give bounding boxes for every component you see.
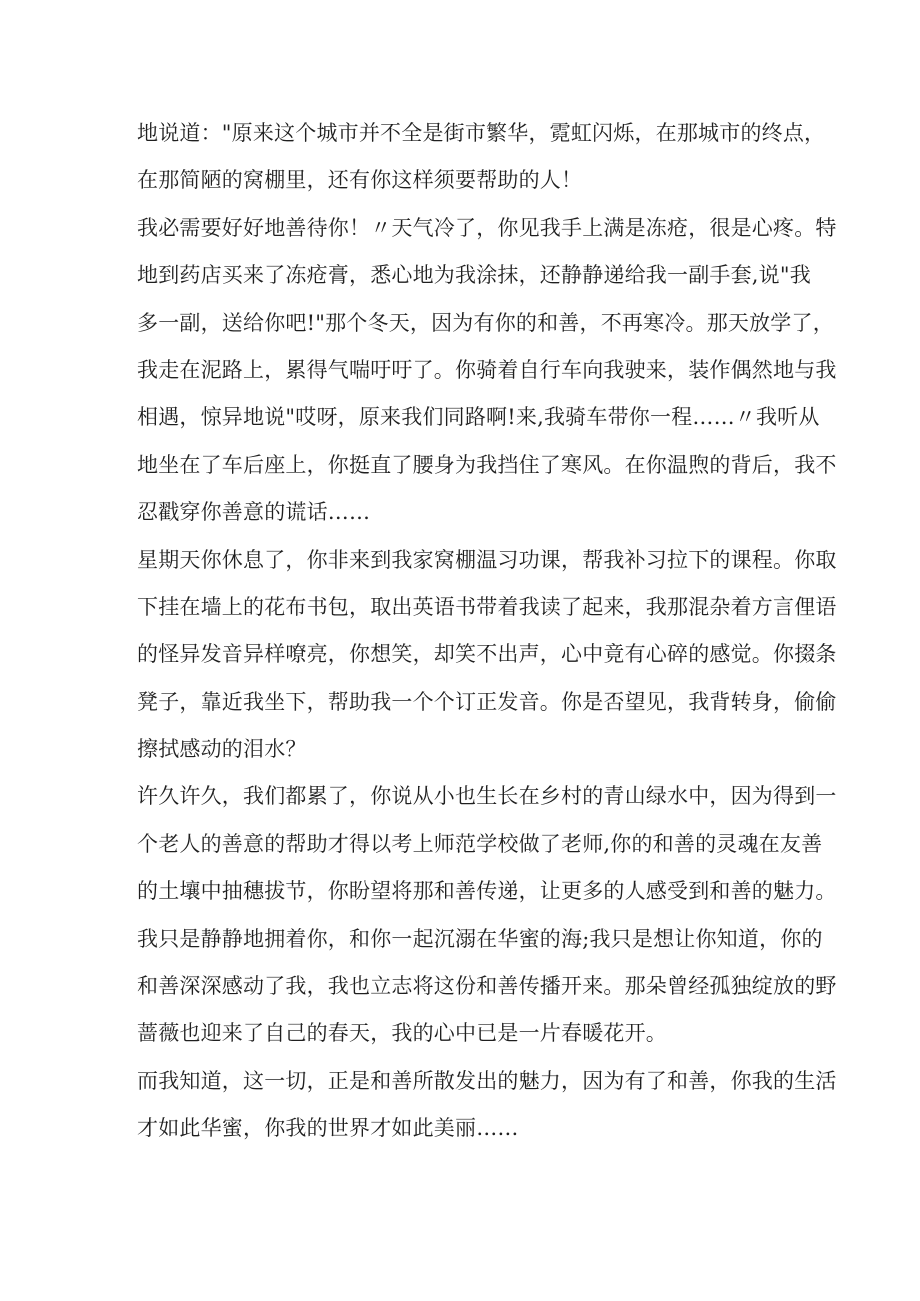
text-line: 的土壤中抽穗拔节，你盼望将那和善传递，让更多的人感受到和善的魅力。 <box>137 879 837 904</box>
text-line: 的怪异发音异样嘹亮，你想笑，却笑不出声，心中竟有心碎的感觉。你掇条 <box>137 642 837 667</box>
text-line: 蔷薇也迎来了自己的春天，我的心中已是一片春暖花开。 <box>137 1021 667 1046</box>
text-line: 星期天你休息了，你非来到我家窝棚温习功课，帮我补习拉下的课程。你取 <box>137 547 837 572</box>
text-line: 许久许久，我们都累了，你说从小也生长在乡村的青山绿水中，因为得到一 <box>137 784 837 809</box>
text-line: 而我知道，这一切，正是和善所散发出的魅力，因为有了和善，你我的生活 <box>137 1068 837 1093</box>
text-line: 和善深深感动了我，我也立志将这份和善传播开来。那朵曾经孤独绽放的野 <box>137 974 837 999</box>
text-line: 个老人的善意的帮助才得以考上师范学校做了老师,你的和善的灵魂在友善 <box>137 831 823 856</box>
text-line: 我必需要好好地善待你！〃天气冷了，你见我手上满是冻疮，很是心疼。特 <box>137 215 837 240</box>
text-line: 擦拭感动的泪水？ <box>137 737 307 762</box>
text-line: 忍戳穿你善意的谎话…… <box>137 500 371 525</box>
text-line: 相遇，惊异地说"哎呀，原来我们同路啊!来,我骑车带你一程……〃我听从 <box>137 405 820 430</box>
text-line: 下挂在墙上的花布书包，取出英语书带着我读了起来，我那混杂着方言俚语 <box>137 594 837 619</box>
text-line: 多一副，送给你吧!"那个冬天，因为有你的和善，不再寒冷。那天放学了， <box>137 310 834 335</box>
text-line: 地说道："原来这个城市并不全是街市繁华，霓虹闪烁，在那城市的终点， <box>137 121 826 145</box>
text-line: 地到药店买来了冻疮膏，悉心地为我涂抹，还静静递给我一副手套,说"我 <box>137 263 811 288</box>
body-text <box>137 110 837 1153</box>
text-line: 我只是静静地拥着你，和你一起沉溺在华蜜的海;我只是想让你知道，你的 <box>137 926 823 951</box>
text-line: 才如此华蜜，你我的世界才如此美丽…… <box>137 1116 519 1141</box>
text-line: 我走在泥路上，累得气喘吁吁了。你骑着自行车向我驶来，装作偶然地与我 <box>137 357 837 382</box>
text-line: 在那简陋的窝棚里，还有你这样须要帮助的人！ <box>137 168 583 193</box>
text-line: 地坐在了车后座上，你挺直了腰身为我挡住了寒风。在你温煦的背后，我不 <box>137 452 837 477</box>
text-line: 凳子，靠近我坐下，帮助我一个个订正发音。你是否望见，我背转身，偷偷 <box>137 689 837 714</box>
